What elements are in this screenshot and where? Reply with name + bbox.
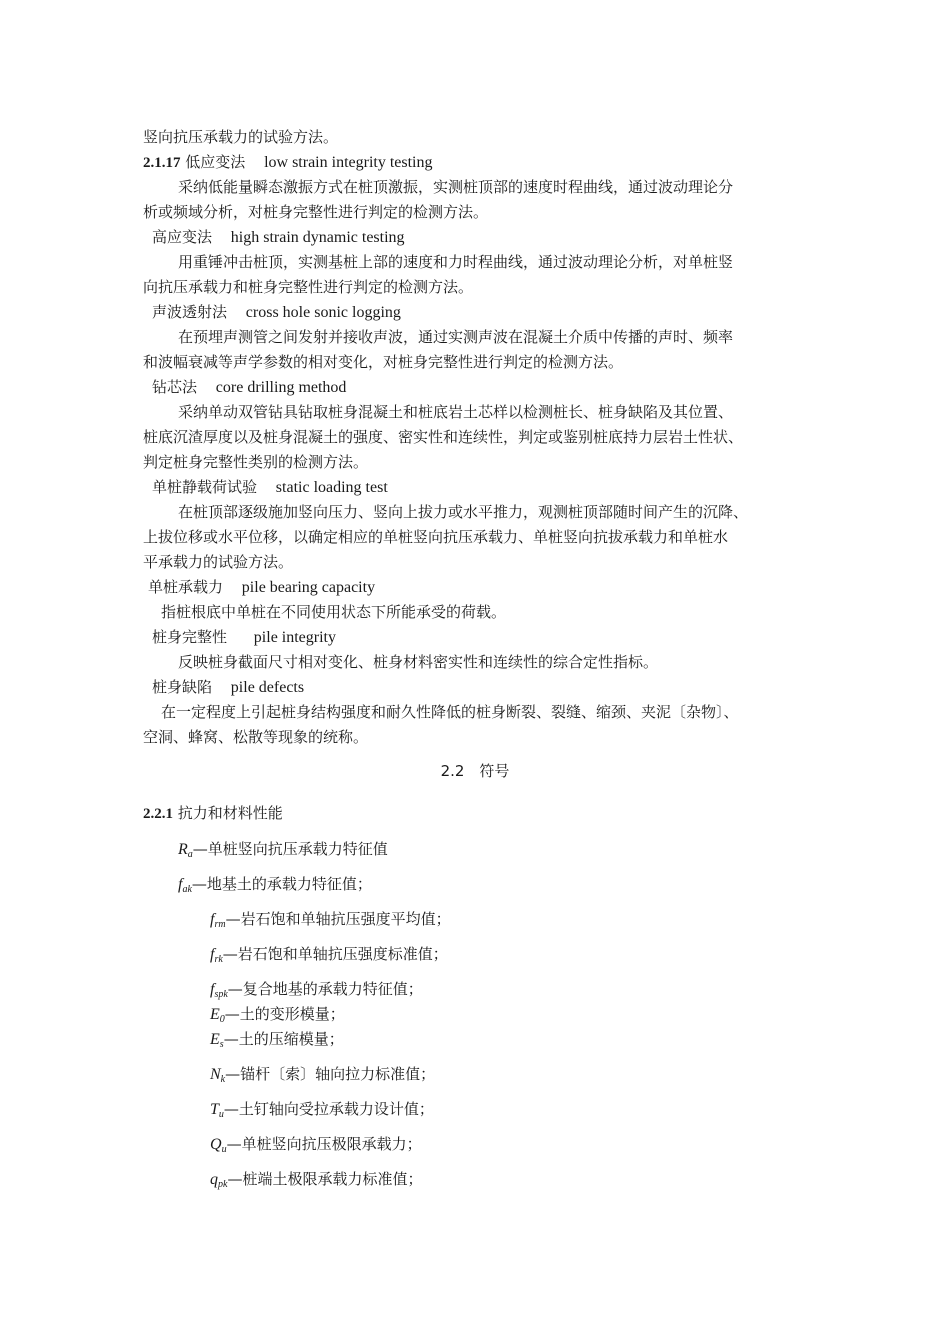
symbol-subscript: ak — [182, 884, 192, 895]
symbol-description: —桩端土极限承载力标准值； — [227, 1170, 423, 1188]
text: 析或频域分析，对桩身完整性进行判定的检测方法。 — [143, 203, 489, 221]
symbol-base: f — [210, 946, 215, 963]
symbol-base: T — [210, 1101, 219, 1118]
text: 桩底沉渣厚度以及桩身混凝土的强度、密实性和连续性，判定或鉴别桩底持力层岩土性状、 — [143, 428, 744, 446]
definition-line — [143, 527, 728, 547]
symbol-entry — [210, 1029, 344, 1055]
definition-line — [178, 327, 733, 347]
text: 在一定程度上引起桩身结构强度和耐久性降低的桩身断裂、裂缝、缩颈、夹泥〔杂物〕、 — [161, 703, 739, 721]
symbol-entry — [210, 1064, 435, 1090]
symbol-entry — [210, 1004, 345, 1030]
definition-line — [178, 652, 658, 672]
subsection-heading — [143, 803, 283, 824]
symbol-description: —复合地基的承载力特征值； — [227, 980, 423, 998]
symbol-description: —岩石饱和单轴抗压强度标准值； — [222, 945, 448, 963]
symbol-base: f — [210, 911, 215, 928]
symbol-description: —地基土的承载力特征值； — [191, 875, 372, 893]
symbol-base: E — [210, 1031, 220, 1048]
definition-line — [143, 427, 743, 447]
text: 在桩顶部逐级施加竖向压力、竖向上拔力或水平推力，观测桩顶部随时间产生的沉降、 — [178, 503, 749, 521]
definition-line — [178, 177, 733, 197]
definition-line — [143, 452, 368, 472]
symbol-description: —土的变形模量； — [224, 1005, 345, 1023]
symbol-base: q — [210, 1171, 218, 1188]
definition-line — [178, 252, 733, 272]
definition-line — [178, 402, 733, 422]
symbol-entry — [210, 979, 423, 1005]
symbol-description: —锚杆〔索〕轴向拉力标准值； — [225, 1065, 436, 1083]
symbol-subscript: k — [220, 1074, 226, 1085]
text: 采纳低能量瞬态激振方式在桩顶激振，实测桩顶部的速度时程曲线，通过波动理论分 — [178, 178, 734, 196]
term-heading-high-strain — [152, 227, 405, 248]
text: 在预埋声测管之间发射并接收声波，通过实测声波在混凝土介质中传播的声时、频率 — [178, 328, 734, 346]
term-chinese: 单桩静载荷试验 — [152, 478, 258, 496]
symbol-base: Q — [210, 1136, 222, 1153]
subsection-title: 抗力和材料性能 — [177, 804, 283, 822]
term-english: cross hole sonic logging — [245, 304, 401, 321]
symbol-entry — [210, 1099, 434, 1125]
symbol-subscript: a — [187, 849, 193, 860]
clause-number: 2.1.17 — [143, 155, 181, 171]
term-heading-static-loading — [152, 477, 388, 498]
term-heading-core-drilling — [152, 377, 346, 398]
term-english: static loading test — [275, 479, 388, 496]
clause-number: 2.2.1 — [143, 806, 173, 822]
symbol-subscript: pk — [218, 1179, 228, 1190]
definition-line — [143, 552, 293, 572]
symbol-entry — [210, 1134, 422, 1160]
symbol-entry — [210, 944, 448, 970]
term-heading-pile-integrity — [152, 627, 336, 648]
definition-line — [178, 502, 748, 522]
paragraph-continuation — [143, 127, 338, 147]
term-heading-low-strain — [143, 152, 433, 173]
text: 上拔位移或水平位移，以确定相应的单桩竖向抗压承载力、单桩竖向抗拔承载力和单桩水 — [143, 528, 729, 546]
term-heading-sonic-logging — [152, 302, 401, 323]
text: 空洞、蜂窝、松散等现象的统称。 — [143, 728, 369, 746]
definition-line — [161, 602, 506, 622]
text: 向抗压承载力和桩身完整性进行判定的检测方法。 — [143, 278, 474, 296]
text: 采纳单动双管钻具钻取桩身混凝土和桩底岩土芯样以检测桩长、桩身缺陷及其位置、 — [178, 403, 734, 421]
symbol-entry — [210, 1169, 422, 1195]
definition-line — [143, 352, 623, 372]
term-heading-bearing-capacity — [148, 577, 375, 598]
symbol-base: E — [210, 1006, 220, 1023]
definition-line — [143, 727, 368, 747]
symbol-subscript: u — [221, 1144, 227, 1155]
symbol-entry — [178, 839, 388, 865]
text: 和波幅衰减等声学参数的相对变化，对桩身完整性进行判定的检测方法。 — [143, 353, 624, 371]
definition-line — [161, 702, 739, 722]
symbol-subscript: spk — [214, 989, 228, 1000]
term-chinese: 高应变法 — [152, 228, 213, 246]
text: 平承载力的试验方法。 — [143, 553, 294, 571]
term-chinese: 单桩承载力 — [148, 578, 224, 596]
text: 用重锤冲击桩顶，实测基桩上部的速度和力时程曲线，通过波动理论分析，对单桩竖 — [178, 253, 734, 271]
symbol-subscript: 0 — [219, 1014, 225, 1025]
term-chinese: 桩身完整性 — [152, 628, 228, 646]
text: 指桩根底中单桩在不同使用状态下所能承受的荷载。 — [161, 603, 507, 621]
term-heading-pile-defects — [152, 677, 304, 698]
symbol-description: —土钉轴向受拉承载力设计值； — [223, 1100, 434, 1118]
definition-line — [143, 277, 473, 297]
term-english: pile bearing capacity — [241, 579, 376, 596]
symbol-entry — [178, 874, 372, 900]
symbol-entry — [210, 909, 451, 935]
term-english: pile defects — [230, 679, 305, 696]
symbol-subscript: s — [219, 1039, 224, 1050]
symbol-subscript: rm — [214, 919, 226, 930]
term-english: pile integrity — [253, 629, 336, 646]
symbol-description: —岩石饱和单轴抗压强度平均值； — [225, 910, 451, 928]
term-chinese: 低应变法 — [185, 153, 246, 171]
section-title: 2.2 符号 — [440, 762, 510, 780]
text: 竖向抗压承载力的试验方法。 — [143, 128, 339, 146]
text: 反映桩身截面尺寸相对变化、桩身材料密实性和连续性的综合定性指标。 — [178, 653, 659, 671]
symbol-description: —单桩竖向抗压承载力特征值 — [192, 840, 388, 858]
symbol-description: —土的压缩模量； — [223, 1030, 344, 1048]
term-english: core drilling method — [215, 379, 347, 396]
symbol-description: —单桩竖向抗压极限承载力； — [226, 1135, 422, 1153]
symbol-base: R — [178, 841, 188, 858]
symbol-base: f — [210, 981, 215, 998]
term-chinese: 声波透射法 — [152, 303, 228, 321]
text: 判定桩身完整性类别的检测方法。 — [143, 453, 369, 471]
definition-line — [143, 202, 488, 222]
term-chinese: 钻芯法 — [152, 378, 198, 396]
symbol-subscript: u — [218, 1109, 224, 1120]
section-heading — [0, 761, 950, 781]
symbol-subscript: rk — [214, 954, 223, 965]
term-english: low strain integrity testing — [264, 154, 433, 171]
term-english: high strain dynamic testing — [230, 229, 405, 246]
symbol-base: f — [178, 876, 183, 893]
symbol-base: N — [210, 1066, 221, 1083]
term-chinese: 桩身缺陷 — [152, 678, 213, 696]
